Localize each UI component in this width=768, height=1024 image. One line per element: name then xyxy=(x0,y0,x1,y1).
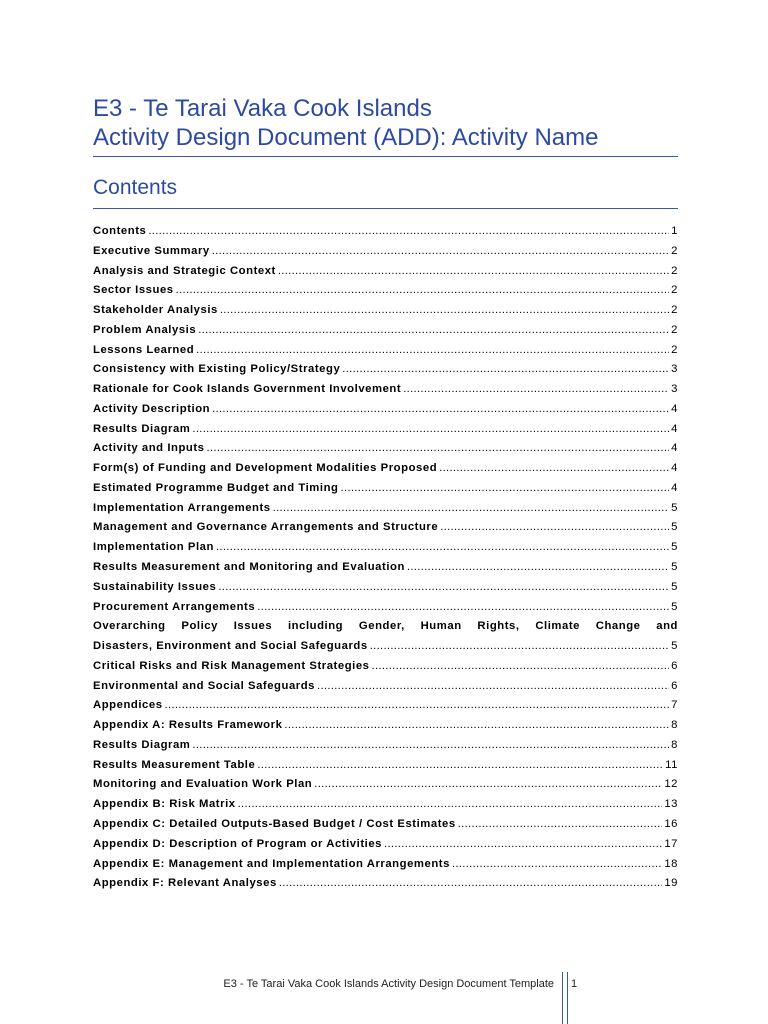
toc-entry[interactable] xyxy=(93,874,678,894)
toc-leader-dots xyxy=(212,242,669,262)
toc-entry-label: Rationale for Cook Islands Government Involvement xyxy=(93,383,402,396)
toc-leader-dots xyxy=(273,499,670,519)
toc-entry-label: Form(s) of Funding and Development Modalities Proposed xyxy=(93,462,438,475)
toc-entry-label: Results Measurement Table xyxy=(93,758,256,771)
toc-entry-label: Appendix A: Results Framework xyxy=(93,719,283,732)
toc-leader-dots xyxy=(196,341,669,361)
toc-entry-label: Problem Analysis xyxy=(93,323,197,336)
toc-leader-dots xyxy=(278,262,669,282)
toc-entry[interactable] xyxy=(93,420,678,440)
toc-entry[interactable] xyxy=(93,459,678,479)
toc-entry[interactable] xyxy=(93,439,678,459)
toc-entry-label: Overarching Policy Issues including Gender, Human Rights, Climate Change and xyxy=(93,620,678,633)
toc-entry[interactable] xyxy=(93,815,678,835)
toc-leader-dots xyxy=(148,222,669,242)
toc-entry-label: Appendix C: Detailed Outputs-Based Budget / Cost Estimates xyxy=(93,817,456,830)
toc-entry-label: Critical Risks and Risk Management Strategies xyxy=(93,659,370,672)
toc-entry-page: 12 xyxy=(664,778,678,791)
toc-entry-page: 3 xyxy=(671,363,678,376)
toc-entry-label: Estimated Programme Budget and Timing xyxy=(93,481,339,494)
toc-entry[interactable] xyxy=(93,716,678,736)
toc-entry-page: 8 xyxy=(671,738,678,751)
toc-leader-dots xyxy=(407,558,669,578)
toc-entry-label: Appendix B: Risk Matrix xyxy=(93,798,236,811)
toc-entry-page: 4 xyxy=(671,481,678,494)
toc-entry[interactable] xyxy=(93,736,678,756)
toc-leader-dots xyxy=(257,756,663,776)
toc-leader-dots xyxy=(440,518,669,538)
toc-leader-dots xyxy=(384,835,662,855)
toc-entry-page: 8 xyxy=(671,719,678,732)
toc-entry-page: 2 xyxy=(671,343,678,356)
toc-entry-label: Management and Governance Arrangements and Structure xyxy=(93,521,439,534)
toc-entry-page: 5 xyxy=(671,600,678,613)
toc-entry-label: Sustainability Issues xyxy=(93,580,217,593)
toc-entry[interactable] xyxy=(93,262,678,282)
toc-leader-dots xyxy=(238,795,663,815)
toc-leader-dots xyxy=(165,696,670,716)
toc-leader-dots xyxy=(342,360,669,380)
toc-leader-dots xyxy=(218,578,669,598)
toc-entry-page: 16 xyxy=(664,817,678,830)
toc-entry-page: 4 xyxy=(671,442,678,455)
toc-entry-label-continued: Disasters, Environment and Social Safeguards xyxy=(93,640,368,653)
toc-entry[interactable] xyxy=(93,360,678,380)
toc-entry[interactable] xyxy=(93,400,678,420)
toc-entry[interactable] xyxy=(93,479,678,499)
toc-leader-dots xyxy=(284,716,669,736)
toc-leader-dots xyxy=(403,380,669,400)
toc-entry-label: Monitoring and Evaluation Work Plan xyxy=(93,778,313,791)
toc-leader-dots xyxy=(216,538,669,558)
toc-entry-label: Results Diagram xyxy=(93,738,191,751)
toc-entry-label: Environmental and Social Safeguards xyxy=(93,679,316,692)
toc-entry-label: Consistency with Existing Policy/Strategy xyxy=(93,363,341,376)
page-footer xyxy=(0,972,768,1024)
toc-leader-dots xyxy=(192,736,669,756)
toc-entry[interactable] xyxy=(93,795,678,815)
toc-entry-label: Lessons Learned xyxy=(93,343,195,356)
toc-entry-page: 2 xyxy=(671,284,678,297)
toc-leader-dots xyxy=(279,874,663,894)
toc-entry[interactable] xyxy=(93,321,678,341)
toc-leader-dots xyxy=(207,439,670,459)
toc-entry-page: 2 xyxy=(671,264,678,277)
toc-leader-dots xyxy=(439,459,669,479)
toc-entry-label: Procurement Arrangements xyxy=(93,600,256,613)
toc-entry-page: 5 xyxy=(671,501,678,514)
toc-entry-page: 17 xyxy=(664,837,678,850)
toc-entry[interactable] xyxy=(93,281,678,301)
toc-entry[interactable] xyxy=(93,558,678,578)
toc-leader-dots xyxy=(220,301,669,321)
toc-entry-page: 6 xyxy=(671,679,678,692)
contents-heading: Contents xyxy=(93,174,678,209)
toc-entry-page: 2 xyxy=(671,323,678,336)
toc-entry[interactable] xyxy=(93,756,678,776)
toc-entry-page: 5 xyxy=(671,580,678,593)
toc-entry-label: Contents xyxy=(93,225,147,237)
toc-leader-dots xyxy=(370,637,669,657)
toc-leader-dots xyxy=(317,677,669,697)
toc-entry-label: Sector Issues xyxy=(93,284,174,297)
toc-entry[interactable] xyxy=(93,677,678,697)
toc-leader-dots xyxy=(257,598,669,618)
toc-entry[interactable] xyxy=(93,518,678,538)
toc-entry[interactable] xyxy=(93,617,678,657)
toc-entry-label: Appendix E: Management and Implementation Arrangements xyxy=(93,857,450,870)
toc-leader-dots xyxy=(314,775,662,795)
toc-entry-label: Appendix D: Description of Program or Activities xyxy=(93,837,382,850)
toc-entry[interactable] xyxy=(93,657,678,677)
toc-entry-page: 11 xyxy=(665,758,678,771)
toc-entry-label: Results Diagram xyxy=(93,422,191,435)
toc-entry-page: 3 xyxy=(671,383,678,396)
toc-leader-dots xyxy=(198,321,669,341)
toc-entry[interactable] xyxy=(93,538,678,558)
toc-entry-label: Activity and Inputs xyxy=(93,442,205,455)
toc-entry[interactable] xyxy=(93,222,678,242)
toc-entry-label: Activity Description xyxy=(93,402,211,415)
toc-entry-page: 5 xyxy=(671,541,678,554)
toc-entry-label: Analysis and Strategic Context xyxy=(93,264,276,277)
toc-leader-dots xyxy=(176,281,670,301)
toc-entry-label: Appendix F: Relevant Analyses xyxy=(93,877,277,890)
toc-entry-page: 5 xyxy=(671,561,678,574)
toc-entry-page: 5 xyxy=(671,640,678,653)
toc-leader-dots xyxy=(212,400,669,420)
toc-entry-page: 7 xyxy=(671,699,678,712)
title-line-1: E3 - Te Tarai Vaka Cook Islands xyxy=(93,95,432,122)
toc-entry[interactable] xyxy=(93,696,678,716)
toc-entry-page: 2 xyxy=(671,304,678,317)
toc-leader-dots xyxy=(458,815,663,835)
toc-entry-label: Stakeholder Analysis xyxy=(93,304,218,317)
toc-entry[interactable] xyxy=(93,835,678,855)
toc-entry[interactable] xyxy=(93,855,678,875)
footer-page-number: 1 xyxy=(571,978,578,990)
toc-leader-dots xyxy=(372,657,670,677)
toc-entry-page: 4 xyxy=(671,422,678,435)
toc-entry-label: Appendices xyxy=(93,699,163,712)
toc-entry[interactable] xyxy=(93,341,678,361)
footer-divider xyxy=(562,972,568,1024)
toc-entry-page: 4 xyxy=(671,402,678,415)
toc-entry[interactable] xyxy=(93,242,678,262)
footer-document-title: E3 - Te Tarai Vaka Cook Islands Activity Design Document Template xyxy=(223,978,554,990)
toc-entry-page: 5 xyxy=(671,521,678,534)
toc-leader-dots xyxy=(341,479,670,499)
toc-entry-page: 2 xyxy=(671,244,678,257)
table-of-contents xyxy=(93,222,678,894)
document-title xyxy=(93,94,678,157)
toc-entry-page: 13 xyxy=(664,798,678,811)
toc-entry[interactable] xyxy=(93,380,678,400)
toc-entry-label: Implementation Plan xyxy=(93,541,214,554)
toc-leader-dots xyxy=(452,855,662,875)
toc-entry-label: Executive Summary xyxy=(93,244,210,257)
toc-leader-dots xyxy=(192,420,669,440)
toc-entry[interactable] xyxy=(93,578,678,598)
toc-entry-label: Results Measurement and Monitoring and Evaluation xyxy=(93,561,405,574)
toc-entry-page: 1 xyxy=(671,225,678,237)
toc-entry-page: 19 xyxy=(664,877,678,890)
toc-entry[interactable] xyxy=(93,301,678,321)
toc-entry-page: 18 xyxy=(664,857,678,870)
toc-entry-label: Implementation Arrangements xyxy=(93,501,271,514)
toc-entry[interactable] xyxy=(93,598,678,618)
title-line-2: Activity Design Document (ADD): Activity Name xyxy=(93,124,599,151)
toc-entry[interactable] xyxy=(93,499,678,519)
toc-entry[interactable] xyxy=(93,775,678,795)
toc-entry-page: 6 xyxy=(671,659,678,672)
toc-entry-page: 4 xyxy=(671,462,678,475)
